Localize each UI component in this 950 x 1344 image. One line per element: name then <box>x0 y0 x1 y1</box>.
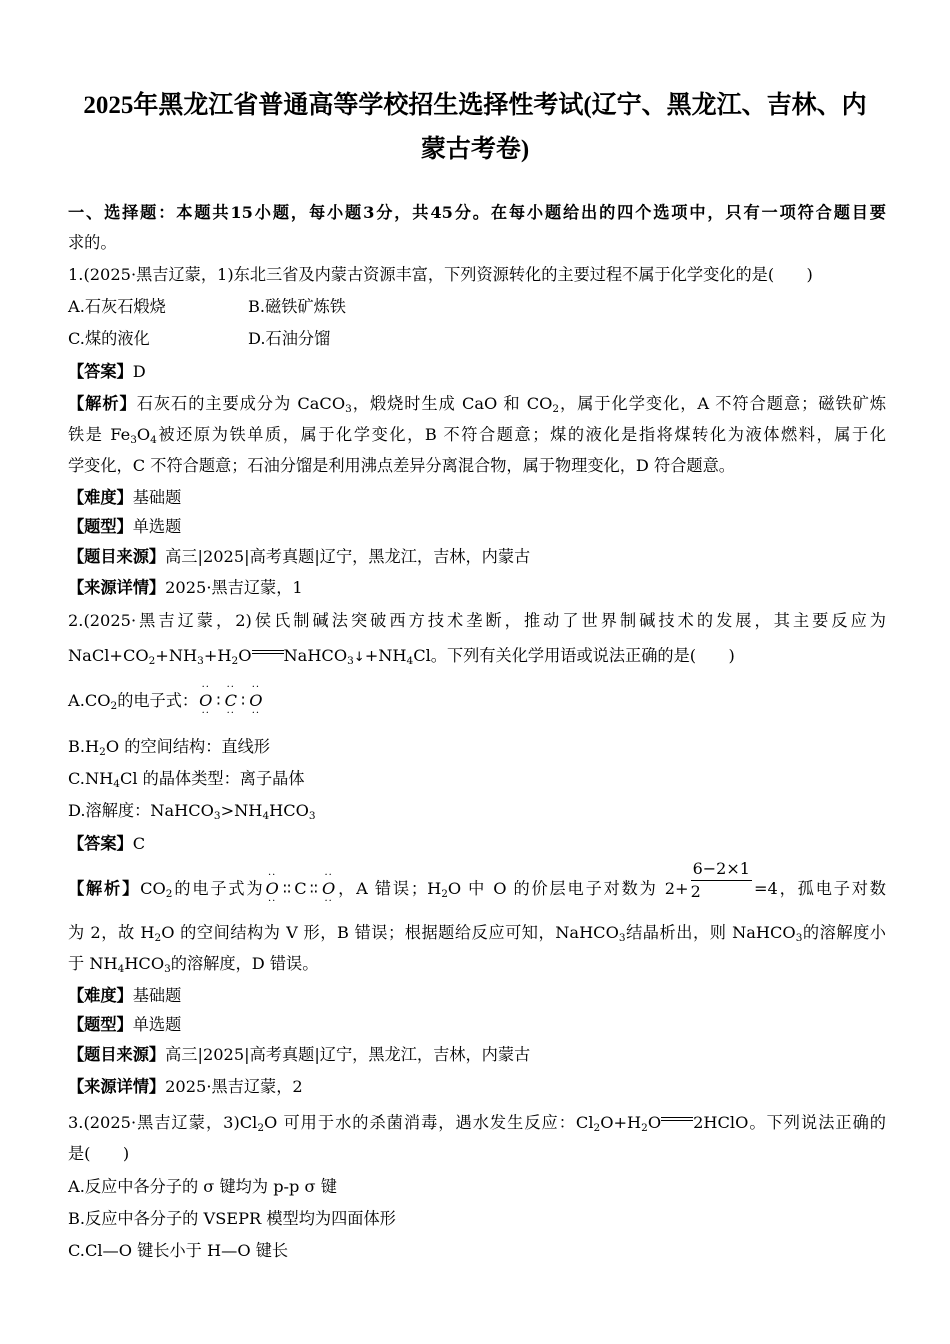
analysis-text: HCO <box>124 954 165 973</box>
q2-analysis-line-3 <box>68 953 886 975</box>
subscript: 4 <box>150 434 157 446</box>
q1-analysis-text: 铁是 Fe <box>68 425 131 444</box>
electron-pair-colon: ∶ <box>216 691 221 710</box>
section-header-line-2: 求的。 <box>68 233 117 252</box>
q2-source <box>68 1044 886 1066</box>
electron-dot-atom-o: ·· O ·· <box>249 690 262 712</box>
q1-analysis-text: O <box>136 425 151 444</box>
analysis-text: =4，孤电子对数 <box>753 879 886 898</box>
q1-option-d: D.石油分馏 <box>248 329 331 348</box>
q2-stem-line-1: 2.(2025·黑吉辽蒙，2)侯氏制碱法突破西方技术垄断，推动了世界制碱技术的发展，其主要反应为 <box>68 611 886 630</box>
q1-type-value: 单选题 <box>132 517 182 536</box>
q3-stem-line-1 <box>68 1112 886 1134</box>
q1-source-detail <box>68 577 886 599</box>
electron-dot-atom-o: ·· O ·· <box>322 878 335 900</box>
option-text: >NH <box>220 801 263 820</box>
analysis-text: 于 NH <box>68 954 118 973</box>
option-text: C.NH <box>68 769 114 788</box>
analysis-text: 的溶解度小 <box>802 923 886 942</box>
q1-answer <box>68 361 886 383</box>
q1-difficulty-value: 基础题 <box>132 488 182 507</box>
q1-source-label: 【题目来源】 <box>68 547 166 566</box>
subscript: 3 <box>308 810 316 822</box>
q3-stem-text: O 可用于水的杀菌消毒，遇水发生反应：Cl <box>264 1113 594 1132</box>
q3-option-c: C.Cl—O 键长小于 H—O 键长 <box>68 1241 289 1260</box>
electron-pair-colon: ∶∶ <box>309 879 319 898</box>
section-header-line-1 <box>68 202 886 224</box>
q1-type-label: 【题型】 <box>68 517 133 536</box>
subscript: 3 <box>213 810 221 822</box>
electron-dot-atom-o: ·· O ·· <box>265 878 278 900</box>
q1-difficulty-label: 【难度】 <box>68 488 133 507</box>
option-text: Cl 的晶体类型：离子晶体 <box>119 769 305 788</box>
q2-option-c <box>68 768 886 790</box>
q1-analysis-text: ，煅烧时生成 CaO 和 CO <box>351 394 553 413</box>
exam-title <box>60 84 890 172</box>
q1-analysis-text: 被还原为铁单质，属于化学变化，B 不符合题意；煤的液化是指将煤转化为液体燃料，属于化 <box>156 425 886 444</box>
electron-dot-atom-c: ·· C ·· <box>225 690 237 712</box>
fraction <box>691 858 752 903</box>
fraction-denominator: 2 <box>690 882 701 901</box>
q1-analysis-label: 【解析】 <box>68 394 137 413</box>
equation-text: NaCl+CO <box>68 646 149 665</box>
q2-answer-value: C <box>132 834 146 853</box>
q1-stem: 1.(2025·黑吉辽蒙，1)东北三省及内蒙古资源丰富，下列资源转化的主要过程不属于化学变化的是( ) <box>68 265 813 284</box>
q1-answer-value: D <box>132 362 146 381</box>
q1-option-c: C.煤的液化 <box>68 329 150 348</box>
subscript: 3 <box>130 434 137 446</box>
q2-equation-line <box>68 645 886 669</box>
q1-option-a: A.石灰石煅烧 <box>68 297 166 316</box>
q2-difficulty <box>68 985 886 1007</box>
analysis-text: 结晶析出，则 NaHCO <box>625 923 796 942</box>
fraction-numerator: 6−2×1 <box>691 858 752 881</box>
subscript: 2 <box>231 655 239 667</box>
equation-text: +H <box>203 646 232 665</box>
option-text: A.CO <box>68 691 111 710</box>
electron-pair-colon: ∶∶ <box>282 879 292 898</box>
q2-source-label: 【题目来源】 <box>68 1045 166 1064</box>
section-header-text: 一、选择题：本题共15小题，每小题3分，共45分。在每小题给出的四个选项中，只有一项符合题目要 <box>68 203 886 222</box>
subscript: 4 <box>406 655 414 667</box>
q3-stem-text: O <box>647 1113 662 1132</box>
equation-text: O <box>238 646 252 665</box>
q2-option-a <box>68 690 886 712</box>
equation-text: Cl。下列有关化学用语或说法正确的是( ) <box>413 646 735 665</box>
q2-analysis-line-2 <box>68 922 886 944</box>
q1-options-ab <box>68 296 886 318</box>
subscript: 3 <box>618 932 626 944</box>
exam-title-line-2: 蒙古考卷) <box>420 136 530 163</box>
electron-pair-colon: ∶ <box>241 691 246 710</box>
q1-analysis-line-1 <box>68 393 886 415</box>
subscript: 2 <box>148 655 156 667</box>
q2-source-value: 高三|2025|高考真题|辽宁，黑龙江，吉林，内蒙古 <box>165 1045 531 1064</box>
subscript: 3 <box>345 403 352 415</box>
analysis-text: ，A 错误；H <box>336 879 442 898</box>
subscript: 2 <box>165 888 173 900</box>
analysis-text: 为 2，故 H <box>68 923 155 942</box>
subscript: 4 <box>262 810 270 822</box>
equation-text: NaHCO <box>283 646 348 665</box>
subscript: 2 <box>110 700 118 712</box>
q1-analysis-text: 石灰石的主要成分为 CaCO <box>136 394 346 413</box>
subscript: 3 <box>164 963 171 975</box>
q1-detail-label: 【来源详情】 <box>68 578 166 597</box>
q2-detail-value: 2025·黑吉辽蒙，2 <box>165 1077 303 1096</box>
atom-c: C <box>294 879 307 898</box>
subscript: 3 <box>795 932 803 944</box>
subscript: 2 <box>441 888 448 900</box>
subscript: 2 <box>99 746 106 758</box>
analysis-text: O 的空间结构为 V 形，B 错误；根据题给反应可知，NaHCO <box>161 923 619 942</box>
precipitate-arrow-icon: ↓ <box>353 650 365 665</box>
option-text: HCO <box>269 801 309 820</box>
subscript: 4 <box>113 778 120 790</box>
subscript: 3 <box>347 655 354 667</box>
subscript: 2 <box>593 1122 601 1134</box>
equal-sign-double-line <box>252 648 284 658</box>
q3-stem-line-2: 是( ) <box>68 1144 130 1163</box>
q1-answer-label: 【答案】 <box>68 362 133 381</box>
q2-option-b <box>68 736 886 758</box>
q1-difficulty <box>68 487 886 509</box>
q2-answer-label: 【答案】 <box>68 834 133 853</box>
q2-answer <box>68 833 886 855</box>
analysis-text: 的电子式为 <box>172 879 265 898</box>
subscript: 2 <box>154 932 162 944</box>
exam-title-line-1: 2025年黑龙江省普通高等学校招生选择性考试(辽宁、黑龙江、吉林、内 <box>83 92 867 119</box>
q1-options-cd <box>68 328 886 350</box>
q2-type-label: 【题型】 <box>68 1015 133 1034</box>
subscript: 2 <box>641 1122 648 1134</box>
q1-type <box>68 516 886 538</box>
q3-stem-text: 2HClO。下列说法正确的 <box>693 1113 886 1132</box>
q1-source <box>68 546 886 568</box>
equation-text: +NH <box>364 646 407 665</box>
equal-sign-double-line <box>661 1115 693 1125</box>
q3-option-a: A.反应中各分子的 σ 键均为 p-p σ 键 <box>68 1177 337 1196</box>
analysis-text: 的溶解度，D 错误。 <box>170 954 319 973</box>
option-text: O 的空间结构：直线形 <box>105 737 270 756</box>
q1-analysis-line-2 <box>68 424 886 446</box>
q2-option-d <box>68 800 886 822</box>
q1-option-b: B.磁铁矿炼铁 <box>248 297 346 316</box>
q1-source-value: 高三|2025|高考真题|辽宁，黑龙江，吉林，内蒙古 <box>165 547 531 566</box>
equation-text: +NH <box>155 646 198 665</box>
subscript: 2 <box>257 1122 265 1134</box>
subscript: 2 <box>552 403 560 415</box>
q1-detail-value: 2025·黑吉辽蒙，1 <box>165 578 303 597</box>
analysis-text: O 中 O 的价层电子对数为 2+ <box>447 879 689 898</box>
electron-dot-atom-o: ·· O ·· <box>199 690 212 712</box>
q2-source-detail <box>68 1076 886 1098</box>
q2-difficulty-value: 基础题 <box>132 986 182 1005</box>
option-text: 的电子式： <box>117 691 199 710</box>
q2-type <box>68 1014 886 1036</box>
subscript: 3 <box>197 655 204 667</box>
q3-stem-text: O+H <box>600 1113 642 1132</box>
analysis-text: CO <box>140 879 166 898</box>
q2-detail-label: 【来源详情】 <box>68 1077 166 1096</box>
q1-analysis-line-3: 学变化，C 不符合题意；石油分馏是利用沸点差异分离混合物，属于物理变化，D 符合题意。 <box>68 456 735 475</box>
q3-stem-text: 3.(2025·黑吉辽蒙，3)Cl <box>68 1113 258 1132</box>
q1-analysis-text: ，属于化学变化，A 不符合题意；磁铁矿炼 <box>559 394 886 413</box>
option-text: B.H <box>68 737 100 756</box>
q2-analysis-label: 【解析】 <box>68 879 141 898</box>
subscript: 4 <box>117 963 125 975</box>
option-text: D.溶解度：NaHCO <box>68 801 214 820</box>
q3-option-b: B.反应中各分子的 VSEPR 模型均为四面体形 <box>68 1209 396 1228</box>
q2-difficulty-label: 【难度】 <box>68 986 133 1005</box>
q2-type-value: 单选题 <box>132 1015 182 1034</box>
